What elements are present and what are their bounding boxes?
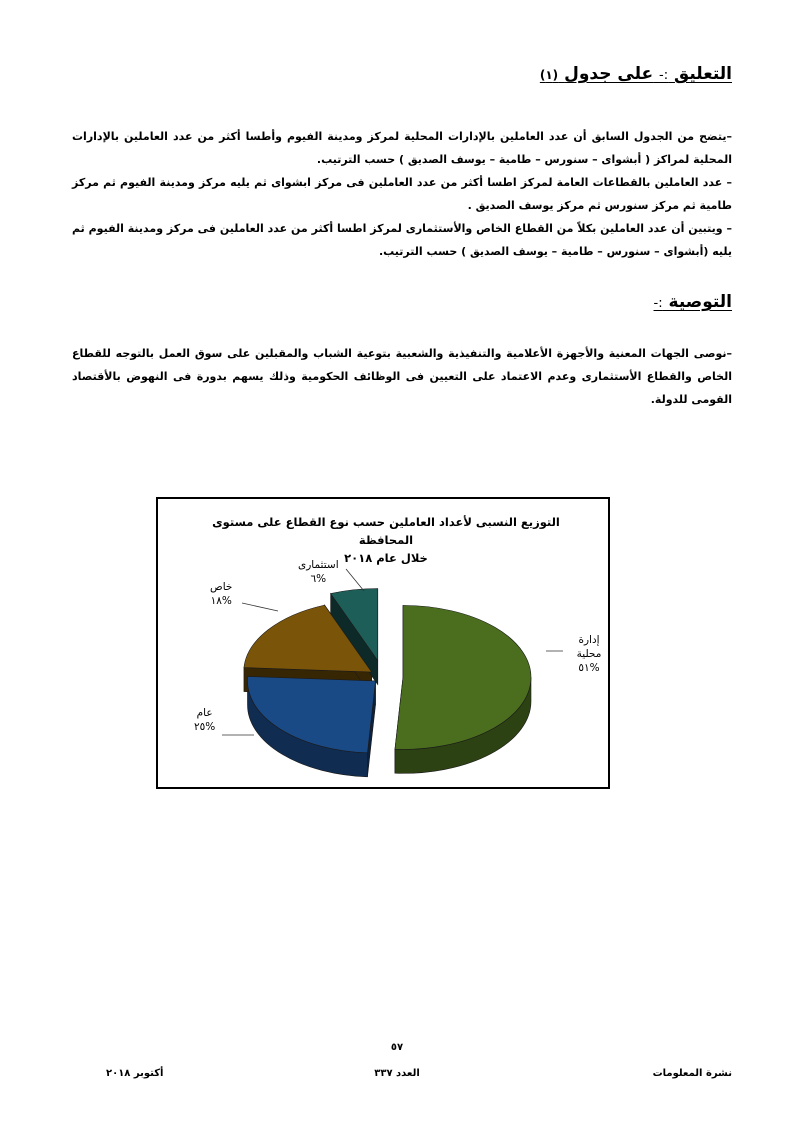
recommendation-heading-separator: :-: [653, 296, 663, 311]
paragraph-2: – عدد العاملين بالقطاعات العامة لمركز اطسا أكثر من عدد العاملين فى مركز ابشواى ثم يليه مركز ومدينة الفيوم ثم مركز طامية ثم مركز سنورس ثم مركز يوسف الصديق .: [72, 176, 732, 212]
comment-body: [72, 125, 732, 263]
paragraph-3: – ويتبين أن عدد العاملين بكلاً من القطاع الخاص والأستثمارى لمركز اطسا أكثر من عدد العاملين فى مركز ومدينة الفيوم ثم يليه (أبشواى – سنورس – طامية – يوسف الصديق ) حسب الترتيب.: [72, 222, 732, 258]
footer-date: أكتوبر ٢٠١٨: [106, 1068, 164, 1079]
pie-label-value-public: ٢٥%: [194, 721, 216, 733]
pie-label-name-public: عام: [196, 707, 213, 719]
recommendation-heading-title: التوصية: [668, 292, 732, 312]
pie-leader-line-investment: [346, 569, 364, 591]
pie-leader-line-private: [242, 603, 278, 611]
pie-label-local-admin: [570, 633, 608, 675]
pie-label-public: [194, 706, 215, 734]
pie-label-name-investment: استثمارى: [298, 559, 339, 571]
recommendation-heading: [654, 292, 732, 312]
pie-label-value-investment: ٦%: [310, 573, 327, 585]
comment-heading-subject: على جدول: [564, 64, 654, 84]
pie-label-value-local-admin: ٥١%: [578, 662, 600, 674]
comment-heading-separator: :-: [659, 68, 669, 83]
footer-publication: نشرة المعلومات: [652, 1068, 732, 1079]
chart-title-line-2: خلال عام ٢٠١٨: [344, 551, 428, 565]
page-number: ٥٧: [390, 1042, 404, 1053]
pie-label-name-private: خاص: [210, 581, 233, 593]
pie-label-name-local-admin: إدارة محلية: [576, 634, 602, 660]
pie-chart-canvas: [158, 499, 608, 787]
paragraph-1: –يتضح من الجدول السابق أن عدد العاملين بالإدارات المحلية لمركز ومدينة الفيوم وأطسا أكثر من عدد العاملين بالإدارات المحلية لمراكز ( أبشواى – سنورس – طامية – يوسف الصديق ) حسب الترتيب.: [72, 130, 732, 166]
pie-chart: [156, 497, 610, 789]
comment-heading-title: التعليق: [674, 64, 732, 84]
table-reference: (١): [539, 68, 559, 82]
recommendation-body: [72, 342, 732, 411]
recommendation-paragraph: –نوصى الجهات المعنية والأجهزة الأعلامية والتنفيذية والشعبية بتوعية الشباب والمقبلين على سوق العمل بالتوجه للقطاع الخاص والقطاع الأستثمارى وعدم الاعتماد على التعيين فى الوظائف الحكومية وذلك يسهم بدورة فى النهوض بالأقتصاد القومى للدولة.: [72, 347, 732, 406]
pie-label-value-private: ١٨%: [210, 595, 232, 607]
footer-issue: العدد ٣٣٧: [374, 1068, 420, 1079]
chart-title-line-1: التوزيع النسبى لأعداد العاملين حسب نوع القطاع على مستوى المحافظة: [212, 515, 560, 547]
comment-heading: [540, 64, 732, 84]
pie-label-investment: [298, 558, 339, 586]
pie-label-private: [210, 580, 232, 608]
